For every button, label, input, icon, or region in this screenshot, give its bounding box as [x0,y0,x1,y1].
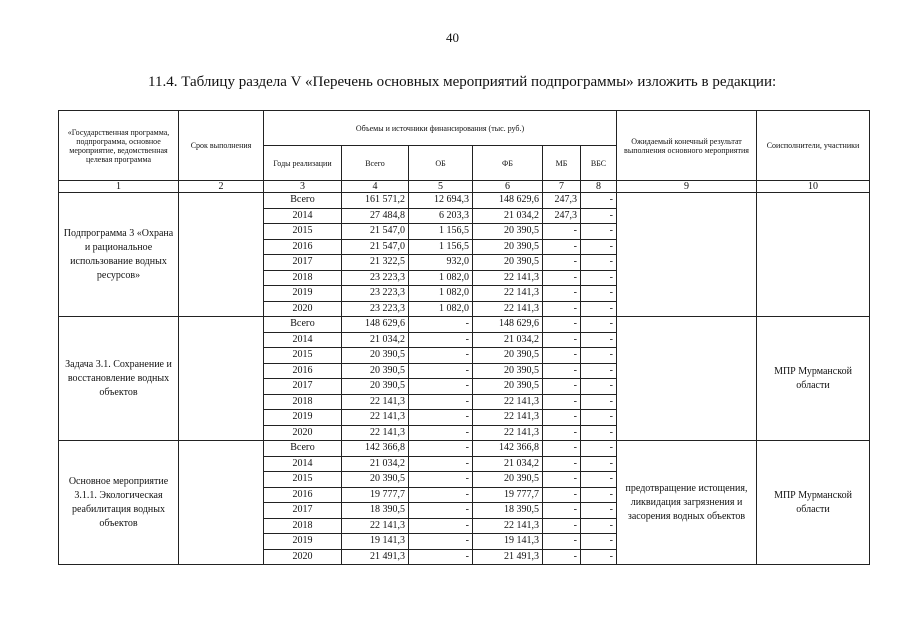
ob-cell: - [409,410,473,426]
year-cell: Всего [264,193,342,209]
vbs-cell: - [581,487,617,503]
ob-cell: 6 203,3 [409,208,473,224]
fb-cell: 20 390,5 [473,348,543,364]
header-term: Срок выполнения [179,111,264,181]
total-cell: 23 223,3 [342,270,409,286]
block-result-cell [617,193,757,317]
header-ob: ОБ [409,146,473,181]
vbs-cell: - [581,441,617,457]
total-cell: 27 484,8 [342,208,409,224]
vbs-cell: - [581,549,617,565]
year-cell: 2020 [264,425,342,441]
table-row [59,193,870,209]
year-cell: Всего [264,317,342,333]
ob-cell: - [409,456,473,472]
year-cell: 2016 [264,363,342,379]
block-result-cell: предотвращение истощения, ликвидация загрязнения и засорения водных объектов [617,441,757,565]
vbs-cell: - [581,193,617,209]
col-index: 2 [179,181,264,193]
ob-cell: - [409,317,473,333]
fb-cell: 20 390,5 [473,379,543,395]
year-cell: Всего [264,441,342,457]
year-cell: 2019 [264,534,342,550]
mb-cell: - [543,410,581,426]
fb-cell: 22 141,3 [473,425,543,441]
total-cell: 161 571,2 [342,193,409,209]
total-cell: 21 034,2 [342,456,409,472]
mb-cell: - [543,425,581,441]
ob-cell: - [409,487,473,503]
mb-cell: - [543,503,581,519]
ob-cell: - [409,549,473,565]
mb-cell: - [543,348,581,364]
header-mb: МБ [543,146,581,181]
fb-cell: 22 141,3 [473,518,543,534]
fb-cell: 19 141,3 [473,534,543,550]
mb-cell: - [543,534,581,550]
col-index: 5 [409,181,473,193]
mb-cell: - [543,363,581,379]
total-cell: 19 141,3 [342,534,409,550]
col-index: 1 [59,181,179,193]
year-cell: 2018 [264,518,342,534]
mb-cell: - [543,239,581,255]
mb-cell: - [543,487,581,503]
ob-cell: - [409,363,473,379]
ob-cell: 1 082,0 [409,286,473,302]
header-result: Ожидаемый конечный результат выполнения основного мероприятия [617,111,757,181]
activities-table [58,110,870,565]
year-cell: 2014 [264,208,342,224]
fb-cell: 21 034,2 [473,208,543,224]
block-executors-cell: МПР Мурманской области [757,317,870,441]
year-cell: 2014 [264,332,342,348]
total-cell: 22 141,3 [342,425,409,441]
block-term-cell [179,193,264,317]
header-years: Годы реализации [264,146,342,181]
col-index: 10 [757,181,870,193]
vbs-cell: - [581,379,617,395]
mb-cell: - [543,549,581,565]
header-vbs: ВБС [581,146,617,181]
total-cell: 22 141,3 [342,394,409,410]
vbs-cell: - [581,394,617,410]
mb-cell: - [543,301,581,317]
total-cell: 21 547,0 [342,224,409,240]
ob-cell: - [409,534,473,550]
ob-cell: - [409,441,473,457]
mb-cell: 247,3 [543,208,581,224]
fb-cell: 20 390,5 [473,255,543,271]
fb-cell: 148 629,6 [473,317,543,333]
mb-cell: - [543,379,581,395]
total-cell: 22 141,3 [342,518,409,534]
ob-cell: 1 082,0 [409,270,473,286]
total-cell: 21 034,2 [342,332,409,348]
block-name-cell: Подпрограмма 3 «Охрана и рациональное использование водных ресурсов» [59,193,179,317]
fb-cell: 18 390,5 [473,503,543,519]
year-cell: 2015 [264,224,342,240]
mb-cell: - [543,518,581,534]
fb-cell: 22 141,3 [473,394,543,410]
vbs-cell: - [581,317,617,333]
header-program: «Государственная программа, подпрограмма, основное мероприятие, ведомственная целевая программа [59,111,179,181]
vbs-cell: - [581,363,617,379]
total-cell: 19 777,7 [342,487,409,503]
total-cell: 23 223,3 [342,301,409,317]
ob-cell: - [409,394,473,410]
header-fb: ФБ [473,146,543,181]
ob-cell: 1 082,0 [409,301,473,317]
total-cell: 20 390,5 [342,472,409,488]
mb-cell: 247,3 [543,193,581,209]
fb-cell: 21 034,2 [473,456,543,472]
total-cell: 23 223,3 [342,286,409,302]
mb-cell: - [543,441,581,457]
year-cell: 2018 [264,270,342,286]
fb-cell: 21 491,3 [473,549,543,565]
table-row [59,441,870,457]
year-cell: 2016 [264,487,342,503]
year-cell: 2015 [264,348,342,364]
year-cell: 2015 [264,472,342,488]
fb-cell: 21 034,2 [473,332,543,348]
ob-cell: - [409,425,473,441]
total-cell: 22 141,3 [342,410,409,426]
col-index: 8 [581,181,617,193]
total-cell: 21 547,0 [342,239,409,255]
vbs-cell: - [581,425,617,441]
ob-cell: 932,0 [409,255,473,271]
block-term-cell [179,441,264,565]
mb-cell: - [543,394,581,410]
total-cell: 20 390,5 [342,363,409,379]
ob-cell: - [409,332,473,348]
col-index: 6 [473,181,543,193]
ob-cell: - [409,503,473,519]
vbs-cell: - [581,503,617,519]
vbs-cell: - [581,534,617,550]
total-cell: 18 390,5 [342,503,409,519]
block-name-cell: Основное мероприятие 3.1.1. Экологическая реабилитация водных объектов [59,441,179,565]
col-index: 9 [617,181,757,193]
fb-cell: 20 390,5 [473,472,543,488]
vbs-cell: - [581,456,617,472]
fb-cell: 148 629,6 [473,193,543,209]
section-heading: 11.4. Таблицу раздела V «Перечень основных мероприятий подпрограммы» изложить в редакции: [148,74,777,90]
total-cell: 21 491,3 [342,549,409,565]
header-total: Всего [342,146,409,181]
block-result-cell [617,317,757,441]
vbs-cell: - [581,518,617,534]
mb-cell: - [543,286,581,302]
year-cell: 2019 [264,286,342,302]
vbs-cell: - [581,208,617,224]
col-index: 4 [342,181,409,193]
ob-cell: - [409,379,473,395]
column-index-row [59,181,870,193]
year-cell: 2020 [264,301,342,317]
total-cell: 20 390,5 [342,379,409,395]
fb-cell: 20 390,5 [473,224,543,240]
vbs-cell: - [581,270,617,286]
total-cell: 142 366,8 [342,441,409,457]
ob-cell: 1 156,5 [409,239,473,255]
mb-cell: - [543,317,581,333]
fb-cell: 19 777,7 [473,487,543,503]
vbs-cell: - [581,348,617,364]
fb-cell: 142 366,8 [473,441,543,457]
year-cell: 2019 [264,410,342,426]
vbs-cell: - [581,286,617,302]
total-cell: 148 629,6 [342,317,409,333]
vbs-cell: - [581,239,617,255]
year-cell: 2020 [264,549,342,565]
year-cell: 2017 [264,379,342,395]
vbs-cell: - [581,301,617,317]
year-cell: 2017 [264,255,342,271]
table-row [59,317,870,333]
ob-cell: 12 694,3 [409,193,473,209]
page-number: 40 [446,30,459,45]
year-cell: 2018 [264,394,342,410]
ob-cell: 1 156,5 [409,224,473,240]
fb-cell: 22 141,3 [473,270,543,286]
table-body [59,193,870,565]
ob-cell: - [409,348,473,364]
fb-cell: 22 141,3 [473,286,543,302]
col-index: 7 [543,181,581,193]
ob-cell: - [409,472,473,488]
block-executors-cell [757,193,870,317]
header-executors: Соисполнители, участники [757,111,870,181]
mb-cell: - [543,332,581,348]
vbs-cell: - [581,332,617,348]
fb-cell: 22 141,3 [473,301,543,317]
block-name-cell: Задача 3.1. Сохранение и восстановление водных объектов [59,317,179,441]
block-executors-cell: МПР Мурманской области [757,441,870,565]
total-cell: 20 390,5 [342,348,409,364]
mb-cell: - [543,255,581,271]
vbs-cell: - [581,255,617,271]
mb-cell: - [543,456,581,472]
vbs-cell: - [581,472,617,488]
mb-cell: - [543,270,581,286]
fb-cell: 20 390,5 [473,363,543,379]
ob-cell: - [409,518,473,534]
fb-cell: 22 141,3 [473,410,543,426]
year-cell: 2016 [264,239,342,255]
mb-cell: - [543,224,581,240]
block-term-cell [179,317,264,441]
col-index: 3 [264,181,342,193]
header-funding: Объемы и источники финансирования (тыс. руб.) [264,111,617,146]
year-cell: 2017 [264,503,342,519]
year-cell: 2014 [264,456,342,472]
total-cell: 21 322,5 [342,255,409,271]
mb-cell: - [543,472,581,488]
vbs-cell: - [581,224,617,240]
vbs-cell: - [581,410,617,426]
fb-cell: 20 390,5 [473,239,543,255]
